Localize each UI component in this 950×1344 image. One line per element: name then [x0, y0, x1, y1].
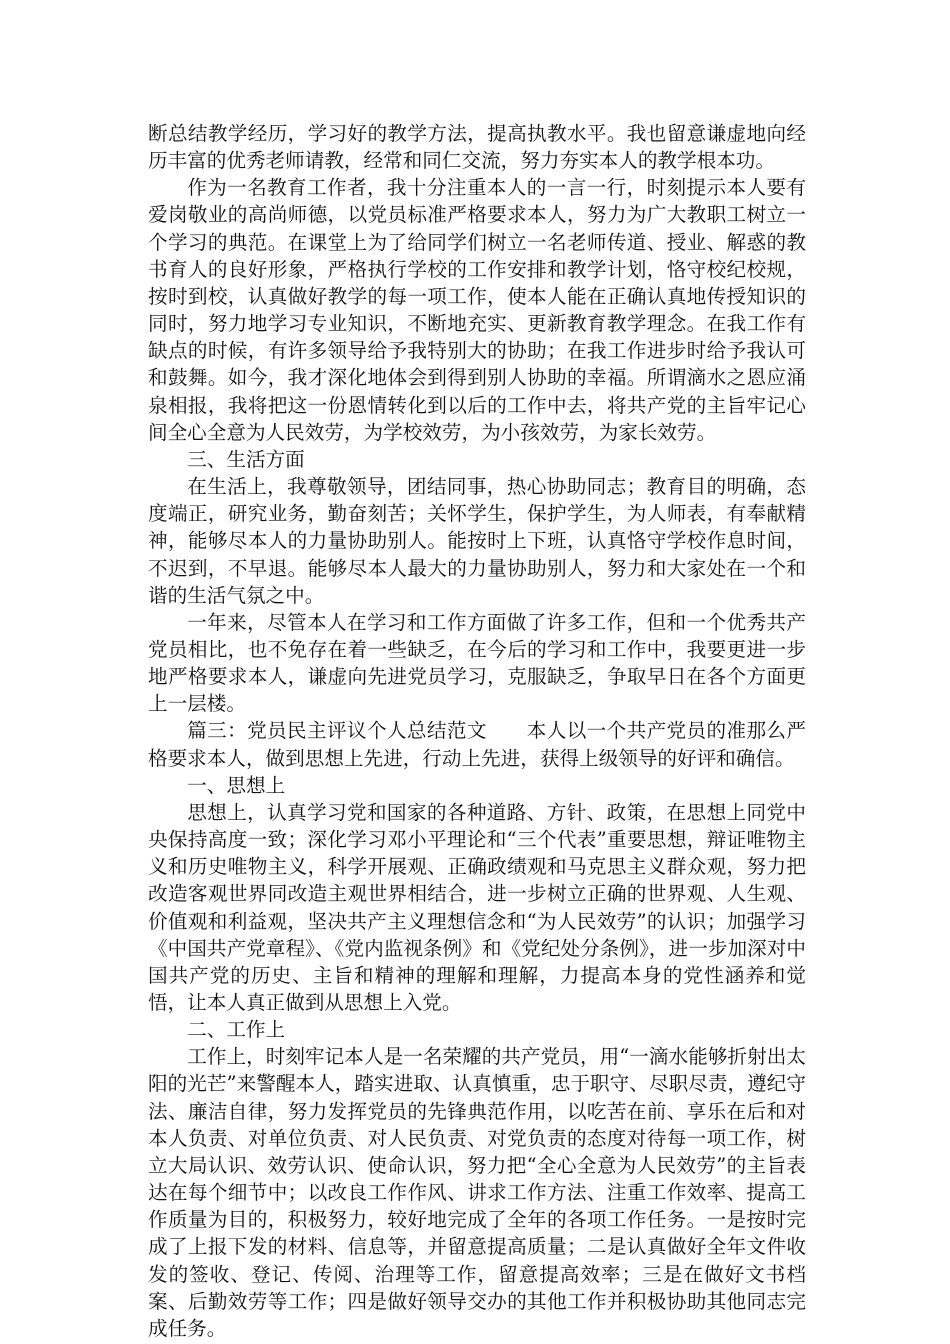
document-body — [148, 120, 806, 1342]
paragraph-part-three-intro: 篇三：党员民主评议个人总结范文 本人以一个共产党员的准那么严格要求本人，做到思想上先进，行动上先进，获得上级领导的好评和确信。 — [148, 719, 806, 770]
section-heading-work: 二、工作上 — [187, 1018, 286, 1042]
paragraph-teaching-experience: 断总结教学经历，学习好的教学方法，提高执教水平。我也留意谦虚地向经历丰富的优秀老师请教，经常和同仁交流，努力夯实本人的教学根本功。 — [148, 122, 806, 173]
paragraph-thought: 思想上，认真学习党和国家的各种道路、方针、政策，在思想上同党中央保持高度一致；深化学习邓小平理论和“三个代表”重要思想，辩证唯物主义和历史唯物主义，科学开展观、正确政绩观和马克思主义群众观，努力把改造客观世界同改造主观世界相结合，进一步树立正确的世界观、人生观、价值观和利益观，坚决共产主义理想信念和“为人民效劳”的认识；加强学习《中国共产党章程》、《党内监视条例》和《党纪处分条例》，进一步加深对中国共产党的历史、主旨和精神的理解和理解，力提高本身的党性涵养和觉悟，让本人真正做到从思想上入党。 — [148, 800, 806, 1014]
paragraph-year-summary: 一年来，尽管本人在学习和工作方面做了许多工作，但和一个优秀共产党员相比，也不免存在着一些缺乏，在今后的学习和工作中，我要更进一步地严格要求本人，谦虚向先进党员学习，克服缺乏，争取早日在各个方面更上一层楼。 — [148, 610, 806, 716]
paragraph-teacher-ethics: 作为一名教育工作者，我十分注重本人的一言一行，时刻提示本人要有爱岗敬业的高尚师德，以党员标准严格要求本人，努力为广大教职工树立一个学习的典范。在课堂上为了给同学们树立一名老师传道、授业、解惑的教书育人的良好形象，严格执行学校的工作安排和教学计划，恪守校纪校规，按时到校，认真做好教学的每一项工作，使本人能在正确认真地传授知识的同时，努力地学习专业知识，不断地充实、更新教育教学理念。在我工作有缺点的时候，有许多领导给予我特别大的协助；在我工作进步时给予我认可和鼓舞。如今，我才深化地体会到得到别人协助的幸福。所谓滴水之恩应涌泉相报，我将把这一份恩情转化到以后的工作中去，将共产党的主旨牢记心间全心全意为人民效劳，为学校效劳，为小孩效劳，为家长效劳。 — [148, 176, 806, 444]
section-heading-thought: 一、思想上 — [187, 773, 286, 797]
paragraph-work: 工作上，时刻牢记本人是一名荣耀的共产党员，用“一滴水能够折射出太阳的光芒”来警醒本人，踏实进取、认真慎重，忠于职守、尽职尽责，遵纪守法、廉洁自律，努力发挥党员的先锋典范作用，以吃苦在前、享乐在后和对本人负责、对单位负责、对人民负责、对党负责的态度对待每一项工作，树立大局认识、效劳认识、使命认识，努力把“全心全意为人民效劳”的主旨表达在每个细节中；以改良工作作风、讲求工作方法、注重工作效率、提高工作质量为目的，积极努力，较好地完成了全年的各项工作任务。一是按时完成了上报下发的材料、信息等，并留意提高质量；二是认真做好全年文件收发的签收、登记、传阅、治理等工作，留意提高效率；三是在做好文书档案、后勤效劳等工作；四是做好领导交办的其他工作并积极协助其他同志完成任务。 — [148, 1045, 806, 1340]
section-heading-life: 三、生活方面 — [187, 447, 305, 471]
paragraph-life: 在生活上，我尊敬领导，团结同事，热心协助同志；教育目的明确，态度端正，研究业务，勤奋刻苦；关怀学生，保护学生，为人师表，有奉献精神，能够尽本人的力量协助别人。能按时上下班，认真恪守学校作息时间，不迟到，不早退。能够尽本人最大的力量协助别人，努力和大家处在一个和谐的生活气氛之中。 — [148, 475, 806, 607]
